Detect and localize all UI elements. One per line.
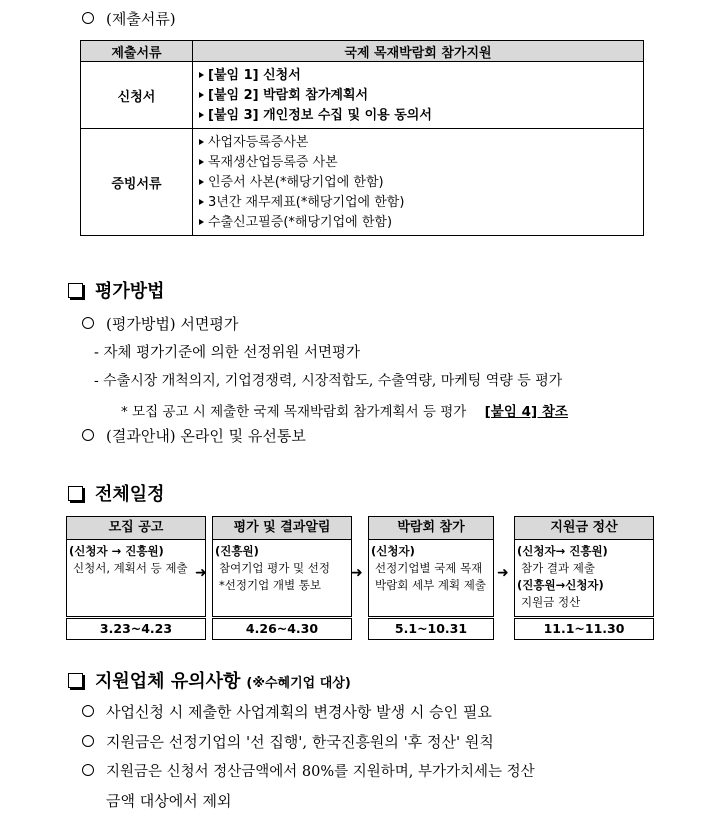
step-line: (진흥원→신청자) [517,578,604,592]
item-text: [붙임 3] 개인정보 수집 및 이용 동의서 [208,108,432,123]
step-line: 박람회 세부 계획 제출 [375,578,486,592]
circle-bullet-icon [82,12,94,24]
step-date: 11.1~11.30 [514,618,654,640]
circle-bullet-icon [82,735,94,747]
item-text: 3년간 재무제표(*해당기업에 한함) [208,195,405,210]
triangle-bullet-icon [199,92,204,98]
step-body [213,540,351,616]
list-item [199,213,637,233]
notes-item-1 [82,702,492,722]
square-bullet-icon [68,673,83,688]
step-title: 지원금 정산 [515,517,653,540]
method-text: (평가방법) 서면평가 [106,315,239,333]
row-category: 증빙서류 [81,129,193,236]
notes-item-3 [82,762,535,782]
step-line: (신청자→ 진흥원) [517,544,608,558]
arrow-right-icon: ➜ [195,565,207,581]
step-line: 선정기업별 국제 목재 [375,561,483,575]
row-category: 신청서 [81,62,193,129]
notes-item-2 [82,732,494,752]
table-row [81,62,644,129]
circle-bullet-icon [82,705,94,717]
table-header-category: 제출서류 [81,41,193,62]
heading-text: 전체일정 [95,484,165,505]
evaluation-result [82,426,306,446]
item-text: 사업자등록증사본 [208,135,309,150]
circle-bullet-icon [82,317,94,329]
row-items [193,129,644,236]
note-text: * 모집 공고 시 제출한 국제 목재박람회 참가계획서 등 평가 [121,404,467,420]
triangle-bullet-icon [199,139,204,145]
step-line: *선정기업 개별 통보 [219,578,321,592]
evaluation-dash-1: - 자체 평가기준에 의한 선정위원 서면평가 [94,345,361,361]
triangle-bullet-icon [199,179,204,185]
step-body [67,540,205,616]
note-reference: [붙임 4] 참조 [484,404,568,420]
heading-text: 지원업체 유의사항 [95,671,241,692]
note-text: 지원금은 선정기업의 '선 집행', 한국진흥원의 '후 정산' 원칙 [106,733,494,751]
triangle-bullet-icon [199,159,204,165]
triangle-bullet-icon [199,72,204,78]
circle-bullet-icon [82,764,94,776]
notes-heading [68,670,351,696]
item-text: [붙임 2] 박람회 참가계획서 [208,88,369,103]
heading-note: (※수혜기업 대상) [246,676,351,691]
step-title: 평가 및 결과알림 [213,517,351,540]
list-item [199,173,637,193]
item-text: 인증서 사본(*해당기업에 한함) [208,175,384,190]
step-title: 박람회 참가 [369,517,493,540]
schedule-step-settlement [514,516,654,636]
step-title: 모집 공고 [67,517,205,540]
list-item [199,106,637,126]
table-header-row [81,41,644,62]
item-text: 수출신고필증(*해당기업에 한함) [208,215,393,230]
item-text: 목재생산업등록증 사본 [208,155,338,170]
row-items [193,62,644,129]
table-header-program: 국제 목재박람회 참가지원 [193,41,644,62]
list-item [199,66,637,86]
intro-label: (제출서류) [106,10,176,28]
list-item [199,153,637,173]
step-date: 5.1~10.31 [368,618,494,640]
step-line: 참여기업 평가 및 선정 [219,561,330,575]
schedule-step-recruit [66,516,206,636]
square-bullet-icon [68,486,83,501]
step-line: 신청서, 계획서 등 제출 [73,561,188,575]
step-line: (신청자) [371,544,415,558]
triangle-bullet-icon [199,199,204,205]
evaluation-note [121,402,568,422]
heading-text: 평가방법 [95,281,165,302]
schedule-step-evaluation [212,516,352,636]
schedule-heading [68,483,165,507]
list-item [199,193,637,213]
triangle-bullet-icon [199,219,204,225]
schedule-step-fair [368,516,494,636]
arrow-right-icon: ➜ [497,565,509,581]
result-text: (결과안내) 온라인 및 유선통보 [106,427,306,445]
table-row [81,129,644,236]
intro-line [82,9,176,29]
step-date: 4.26~4.30 [212,618,352,640]
step-line: 참가 결과 제출 [521,561,595,575]
evaluation-dash-2: - 수출시장 개척의지, 기업경쟁력, 시장적합도, 수출역량, 마케팅 역량 등 평가 [94,373,563,389]
triangle-bullet-icon [199,112,204,118]
item-text: [붙임 1] 신청서 [208,68,301,83]
step-line: (진흥원) [215,544,259,558]
step-date: 3.23~4.23 [66,618,206,640]
step-line: (신청자 → 진흥원) [69,544,164,558]
step-line: 지원금 정산 [521,595,581,609]
submission-docs-table [80,40,644,236]
step-body [369,540,493,616]
list-item [199,133,637,153]
circle-bullet-icon [82,429,94,441]
step-body [515,540,653,616]
note-text: 사업신청 시 제출한 사업계획의 변경사항 발생 시 승인 필요 [106,703,492,721]
list-item [199,86,637,106]
square-bullet-icon [68,283,83,298]
note-text: 지원금은 신청서 정산금액에서 80%를 지원하며, 부가가치세는 정산 [106,764,535,780]
arrow-right-icon: ➜ [351,565,363,581]
notes-item-3-continuation: 금액 대상에서 제외 [106,792,232,810]
evaluation-heading [68,280,165,304]
evaluation-method [82,314,238,334]
